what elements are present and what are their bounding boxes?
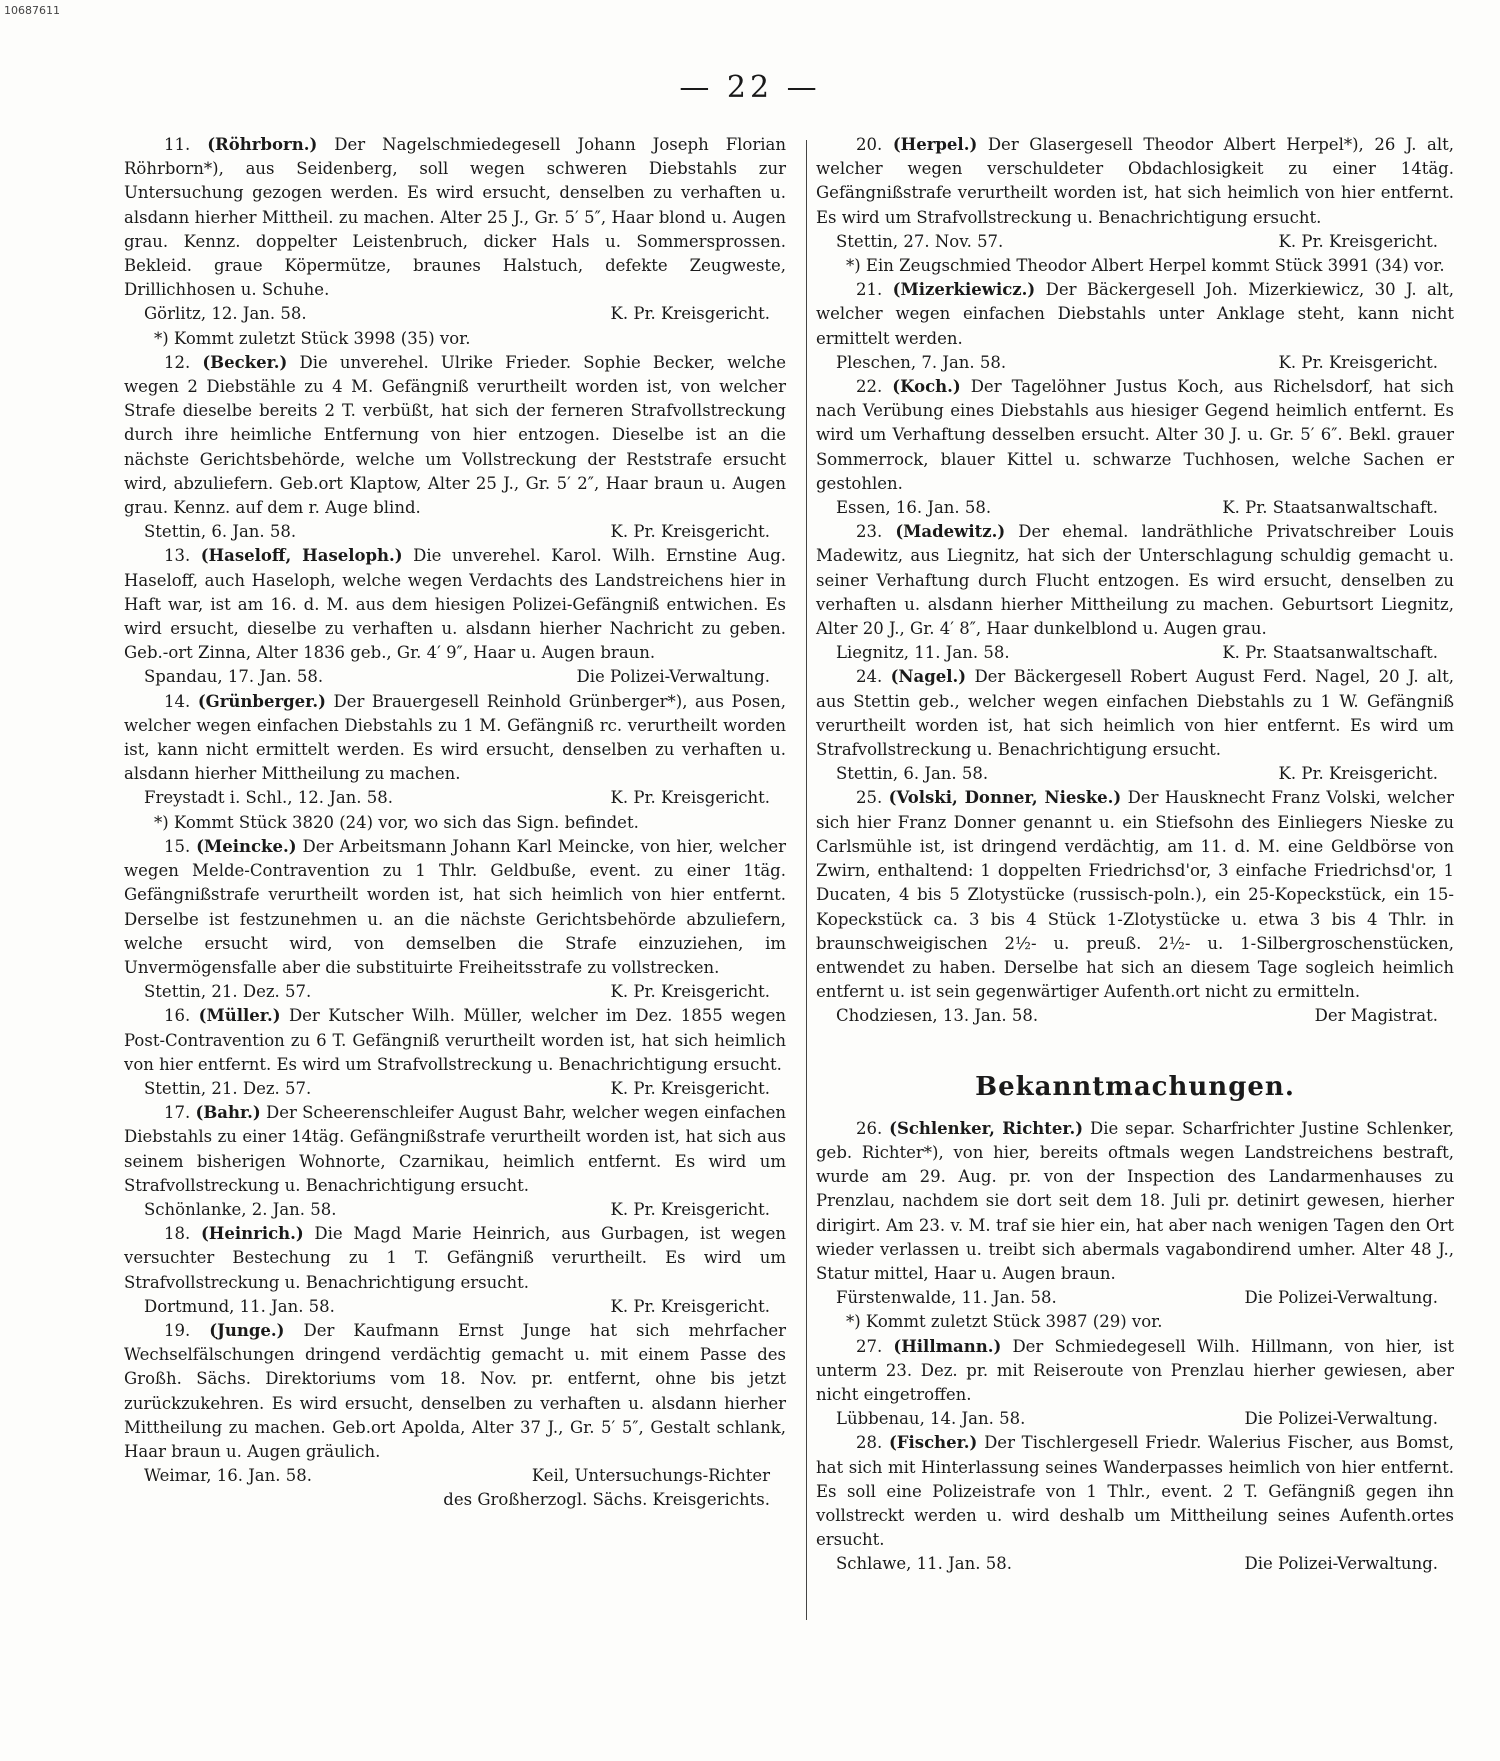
entry [124, 1004, 786, 1101]
entry-text: Der Bäckergesell Robert August Ferd. Nagel, 20 J. alt, aus Stettin geb., welcher wegen einfachen Diebstahls zu 1 W. Gefängniß verurtheilt worden ist, hat sich heimlich von hier entfernt. Es wird um Strafvollstreckung u. Benachrichtigung ersucht. [816, 667, 1454, 760]
entry-name: (Schlenker, Richter.) [889, 1118, 1084, 1138]
entry-signature [816, 351, 1454, 375]
notices [816, 1117, 1454, 1577]
entry-number: 15. [164, 836, 191, 856]
entry-name: (Fischer.) [888, 1433, 978, 1453]
entry [124, 1319, 786, 1513]
entry-authority: K. Pr. Kreisgericht. [1278, 764, 1438, 784]
entry [816, 1117, 1454, 1335]
entry-authority-2: des Großherzogl. Sächs. Kreisgerichts. [443, 1490, 770, 1510]
entry-name: (Volski, Donner, Nieske.) [888, 788, 1122, 808]
entry-number: 19. [164, 1320, 191, 1340]
entry [124, 835, 786, 1004]
entry [816, 1431, 1454, 1576]
entry-signature [124, 980, 786, 1004]
entry-paragraph [816, 1117, 1454, 1286]
section-title: Bekanntmachungen. [975, 1071, 1295, 1102]
entry [124, 690, 786, 835]
entry-authority: K. Pr. Kreisgericht. [610, 1296, 770, 1316]
entry [816, 375, 1454, 520]
entry-text: Der ehemal. landräthliche Privatschreiber Louis Madewitz, aus Liegnitz, hat sich der Unterschlagung schuldig gemacht u. seiner Verhaftung durch Flucht entzogen. Es wird ersucht, denselben zu verhaften u. alsdann hierher Mittheilung zu machen. Geburtsort Liegnitz, Alter 20 J., Gr. 4′ 8″, Haar dunkelblond u. Augen grau. [816, 522, 1454, 639]
entry-signature [816, 496, 1454, 520]
entry-signature [816, 1004, 1454, 1028]
entry-number: 27. [856, 1336, 883, 1356]
entry-name: (Meincke.) [196, 836, 297, 856]
entry-text: Die unverehel. Ulrike Frieder. Sophie Becker, welche wegen 2 Diebstähle zu 4 M. Gefängniß verurtheilt worden ist, von welcher Strafe dieselbe bereits 2 T. verbüßt, hat sich der ferneren Strafvollstreckung durch ihre heimliche Entfernung von hier entzogen. Dieselbe ist an die nächste Gerichtsbehörde, welche um Vollstreckung der Reststrafe ersucht wird, abzuliefern. Geb.ort Klaptow, Alter 25 J., Gr. 5′ 2″, Haar braun u. Augen grau. Kennz. auf dem r. Auge blind. [124, 352, 786, 518]
entry-place-date: Stettin, 21. Dez. 57. [144, 1078, 312, 1098]
entry-text: Die unverehel. Karol. Wilh. Ernstine Aug. Haseloff, auch Haseloph, welche wegen Verdachts des Landstreichens hier in Haft war, ist am 16. d. M. aus dem hiesigen Polizei-Gefängniß entwichen. Es wird ersucht, dieselbe zu verhaften u. alsdann hierher Nachricht zu geben. Geb.-ort Zinna, Alter 1836 geb., Gr. 4′ 9″, Haar u. Augen braun. [124, 546, 787, 663]
entry-signature [816, 1552, 1454, 1576]
entry-paragraph [124, 1319, 786, 1464]
entry-authority: K. Pr. Kreisgericht. [610, 982, 770, 1002]
entry-signature [124, 302, 786, 326]
entry [816, 278, 1454, 375]
entry-place-date: Stettin, 27. Nov. 57. [836, 231, 1004, 251]
entry-paragraph [124, 133, 786, 302]
entry-place-date: Schönlanke, 2. Jan. 58. [144, 1199, 337, 1219]
entry-place-date: Lübbenau, 14. Jan. 58. [836, 1409, 1026, 1429]
entry-place-date: Chodziesen, 13. Jan. 58. [836, 1006, 1039, 1026]
entry-number: 22. [856, 377, 883, 397]
entry [816, 1335, 1454, 1432]
entry-place-date: Pleschen, 7. Jan. 58. [836, 352, 1007, 372]
entry-authority: K. Pr. Staatsanwaltschaft. [1222, 498, 1438, 518]
entry-text: Die separ. Scharfrichter Justine Schlenker, geb. Richter*), von hier, bereits oftmals wegen Landstreichens bestraft, wurde am 29. Aug. pr. von der Inspection des Landarmenhauses zu Prenzlau, nachdem sie dort seit dem 18. Juli pr. detinirt gewesen, hierher dirigirt. Am 23. v. M. traf sie hier ein, hat aber nach wenigen Tagen den Ort wieder verlassen u. treibt sich abermals vagabondirend umher. Alter 48 J., Statur mittel, Haar u. Augen braun. [816, 1118, 1454, 1283]
entry-paragraph [816, 1431, 1454, 1552]
entry-signature [124, 1295, 786, 1319]
entry-place-date: Stettin, 6. Jan. 58. [836, 764, 989, 784]
entry-place-date: Stettin, 21. Dez. 57. [144, 982, 312, 1002]
entry-paragraph [816, 520, 1454, 641]
entry-number: 21. [856, 280, 883, 300]
entry-number: 14. [164, 691, 191, 711]
entry-signature [816, 762, 1454, 786]
entry-authority: Die Polizei-Verwaltung. [1244, 1409, 1438, 1429]
entry-text: Der Glasergesell Theodor Albert Herpel*), 26 J. alt, welcher wegen verschuldeter Obdachlosigkeit zu einer 14täg. Gefängnißstrafe verurtheilt worden ist, hat sich heimlich von hier entfernt. Es wird um Strafvollstreckung u. Benachrichtigung ersucht. [816, 135, 1454, 227]
entry-text: Der Brauergesell Reinhold Grünberger*), aus Posen, welcher wegen einfachen Diebstahls zu 1 M. Gefängniß rc. verurtheilt worden ist, kann nicht ermittelt werden. Es wird ersucht, denselben zu verhaften u. alsdann hierher Mittheilung zu machen. [124, 691, 787, 784]
entry [124, 1222, 786, 1319]
entry-number: 20. [856, 135, 883, 154]
entry-name: (Herpel.) [892, 135, 978, 154]
entry-paragraph [816, 786, 1454, 1004]
entry-authority: K. Pr. Kreisgericht. [610, 522, 770, 542]
entry-signature [124, 665, 786, 689]
entry-paragraph [124, 835, 786, 980]
entry-number: 28. [856, 1433, 883, 1453]
entry-name: (Junge.) [209, 1320, 285, 1340]
entry-paragraph [816, 278, 1454, 351]
entry-authority: K. Pr. Staatsanwaltschaft. [1222, 643, 1438, 663]
entry [816, 665, 1454, 786]
entry-text: Der Kutscher Wilh. Müller, welcher im Dez. 1855 wegen Post-Contravention zu 6 T. Gefängniß verurtheilt worden ist, hat sich heimlich von hier entfernt. Es wird um Strafvollstreckung u. Benachrichtigung ersucht. [124, 1006, 786, 1074]
entry-signature [124, 1464, 786, 1488]
entry-name: (Röhrborn.) [207, 135, 318, 154]
entry-number: 24. [856, 667, 883, 687]
entry-authority: Die Polizei-Verwaltung. [1244, 1288, 1438, 1308]
right-column [816, 133, 1454, 1577]
entry-signature [816, 641, 1454, 665]
entry-footnote: *) Kommt Stück 3820 (24) vor, wo sich das Sign. befindet. [154, 812, 639, 832]
entry [124, 1101, 786, 1222]
entry-number: 25. [856, 788, 883, 808]
entry-name: (Hillmann.) [893, 1336, 1002, 1356]
entry-name: (Bahr.) [195, 1103, 261, 1123]
entry-signature [124, 1077, 786, 1101]
entry [124, 351, 786, 545]
entry-number: 12. [164, 352, 191, 372]
entry-authority: K. Pr. Kreisgericht. [610, 1199, 770, 1219]
entry-authority: K. Pr. Kreisgericht. [1278, 231, 1438, 251]
entry-place-date: Dortmund, 11. Jan. 58. [144, 1296, 335, 1316]
entry-name: (Koch.) [892, 377, 961, 397]
entry-signature [816, 230, 1454, 254]
entry-place-date: Stettin, 6. Jan. 58. [144, 522, 297, 542]
entry-name: (Grünberger.) [197, 691, 326, 711]
entry-authority: Der Magistrat. [1314, 1006, 1438, 1026]
entry-authority: Keil, Untersuchungs-Richter [531, 1466, 770, 1486]
entry-text: Der Hausknecht Franz Volski, welcher sich hier Franz Donner genannt u. ein Stiefsohn des Einliegers Nieske zu Carlsmühle ist, ist dringend verdächtig, am 11. d. M. eine Geldbörse von Zwirn, enthaltend: 1 doppelten Friedrichsd'or, 3 einfache Friedrichsd'or, 1 Ducaten, 4 bis 5 Zlotystücke (russisch-poln.), ein 25-Kopeckstück, ein 15-Kopeckstück ca. 3 bis 4 Stück 1-Zlotystücke u. etwa 3 bis 4 Thlr. in braunschweigischen 2½- u. preuß. 2½- u. 1-Silbergroschenstücken, entwendet zu haben. Derselbe hat sich an diesem Tage sogleich heimlich entfernt u. ist sein gegenwärtiger Aufenth.ort nicht zu ermitteln. [816, 788, 1454, 1002]
entry-text: Der Nagelschmiedegesell Johann Joseph Florian Röhrborn*), aus Seidenberg, soll wegen schweren Diebstahls zur Untersuchung gezogen werden. Es wird ersucht, denselben zu verhaften u. alsdann hierher Mittheil. zu machen. Alter 25 J., Gr. 5′ 5″, Haar blond u. Augen grau. Kennz. doppelter Leistenbruch, dicker Hals u. Sommersprossen. Bekleid. graue Köpermütze, braunes Halstuch, defekte Zeugweste, Drillichhosen u. Schuhe. [124, 135, 786, 300]
entry-text: Der Schmiedegesell Wilh. Hillmann, von hier, ist unterm 23. Dez. pr. mit Reiseroute von Prenzlau hierher gewiesen, aber nicht eingetroffen. [816, 1336, 1454, 1404]
entry [816, 520, 1454, 665]
entry-number: 16. [164, 1006, 191, 1026]
entry-name: (Heinrich.) [200, 1224, 304, 1244]
column-rule [806, 140, 807, 1620]
entry-text: Der Kaufmann Ernst Junge hat sich mehrfacher Wechselfälschungen dringend verdächtig gemacht u. mit einem Passe des Großh. Sächs. Direktoriums vom 18. Nov. pr. entfernt, ohne bis jetzt zurückzukehren. Es wird ersucht, denselben zu verhaften u. alsdann hierher Mittheilung zu machen. Geb.ort Apolda, Alter 37 J., Gr. 5′ 5″, Gestalt schlank, Haar braun u. Augen gräulich. [124, 1320, 786, 1461]
entry-text: Der Arbeitsmann Johann Karl Meincke, von hier, welcher wegen Melde-Contravention zu 1 Thlr. Geldbuße, event. zu einer 1täg. Gefängnißstrafe verurtheilt worden ist, hat sich heimlich von hier entfernt. Derselbe ist festzunehmen u. an die nächste Gerichtsbehörde abzuliefern, welche ersucht wird, von demselben die Strafe einzuziehen, im Unvermögensfalle aber die substituirte Freiheitsstrafe zu vollstrecken. [124, 836, 786, 977]
entry-authority: K. Pr. Kreisgericht. [610, 304, 770, 324]
entry-paragraph [124, 1004, 786, 1077]
entry-footnote: *) Ein Zeugschmied Theodor Albert Herpel kommt Stück 3991 (34) vor. [846, 256, 1445, 276]
entry-number: 17. [164, 1103, 191, 1123]
entry-paragraph [816, 665, 1454, 762]
entry-place-date: Spandau, 17. Jan. 58. [144, 667, 324, 687]
entry-text: Der Scheerenschleifer August Bahr, welcher wegen einfachen Diebstahls zu einer 14täg. Gefängnißstrafe verurtheilt worden ist, hat sich aus seinem bisherigen Wohnorte, Czarnikau, heimlich entfernt. Es wird um Strafvollstreckung u. Benachrichtigung ersucht. [124, 1103, 787, 1195]
page-number: — 22 — [679, 70, 821, 105]
entry-paragraph [816, 375, 1454, 496]
entry-text: Die Magd Marie Heinrich, aus Gurbagen, ist wegen versuchter Bestechung zu 1 T. Gefängniß verurtheilt. Es wird um Strafvollstreckung u. Benachrichtigung ersucht. [124, 1224, 786, 1292]
entry-number: 26. [856, 1118, 883, 1138]
entry-authority: K. Pr. Kreisgericht. [1278, 352, 1438, 372]
entry-signature-2 [124, 1488, 786, 1512]
entry-name: (Mizerkiewicz.) [892, 280, 1036, 300]
entry [124, 544, 786, 689]
entry [816, 133, 1454, 278]
entry-paragraph [124, 1222, 786, 1295]
entry-signature [124, 520, 786, 544]
entry-name: (Becker.) [202, 352, 288, 372]
entry-place-date: Weimar, 16. Jan. 58. [144, 1466, 312, 1486]
entry [124, 133, 786, 351]
entry-signature [124, 786, 786, 810]
entry-signature [124, 1198, 786, 1222]
entry-place-date: Liegnitz, 11. Jan. 58. [836, 643, 1010, 663]
entry-paragraph [124, 1101, 786, 1198]
entry [816, 786, 1454, 1028]
entry-place-date: Görlitz, 12. Jan. 58. [144, 304, 307, 324]
entry-authority: K. Pr. Kreisgericht. [610, 1078, 770, 1098]
entry-place-date: Freystadt i. Schl., 12. Jan. 58. [144, 788, 394, 808]
entry-name: (Müller.) [198, 1006, 281, 1026]
entry-signature [816, 1286, 1454, 1310]
entry-place-date: Fürstenwalde, 11. Jan. 58. [836, 1288, 1057, 1308]
page-id: 10687611 [4, 4, 60, 17]
entry-number: 11. [164, 135, 191, 154]
entry-number: 23. [856, 522, 883, 542]
entry-footnote: *) Kommt zuletzt Stück 3987 (29) vor. [846, 1312, 1163, 1332]
entry-name: (Haseloff, Haseloph.) [200, 546, 403, 566]
entry-name: (Madewitz.) [895, 522, 1006, 542]
right-entries [816, 133, 1454, 1029]
entry-paragraph [816, 1335, 1454, 1408]
entry-text: Der Tischlergesell Friedr. Walerius Fischer, aus Bomst, hat sich mit Hinterlassung seines Wanderpasses heimlich von hier entfernt. Es soll eine Polizeistrafe von 1 Thlr., event. 2 T. Gefängniß gegen ihn vollstreckt werden u. wird deshalb um Mittheilung seines Aufenth.ortes ersucht. [816, 1433, 1455, 1550]
entry-authority: Die Polizei-Verwaltung. [576, 667, 770, 687]
entry-place-date: Schlawe, 11. Jan. 58. [836, 1554, 1012, 1574]
entry-name: (Nagel.) [890, 667, 967, 687]
entry-text: Der Bäckergesell Joh. Mizerkiewicz, 30 J. alt, welcher wegen einfachen Diebstahls unter Anklage steht, kann nicht ermittelt werden. [816, 280, 1454, 348]
left-column [124, 133, 786, 1513]
entry-paragraph [124, 544, 786, 665]
entry-text: Der Tagelöhner Justus Koch, aus Richelsdorf, hat sich nach Verübung eines Diebstahls aus hiesiger Gegend heimlich entfernt. Es wird um Verhaftung desselben ersucht. Alter 30 J. u. Gr. 5′ 6″. Bekl. grauer Sommerrock, blauer Kittel u. schwarze Tuchhosen, welche Sachen er gestohlen. [816, 377, 1454, 493]
entry-authority: Die Polizei-Verwaltung. [1244, 1554, 1438, 1574]
entry-paragraph [124, 351, 786, 520]
entry-number: 18. [164, 1224, 191, 1244]
entry-authority: K. Pr. Kreisgericht. [610, 788, 770, 808]
entry-paragraph [816, 133, 1454, 230]
entry-paragraph [124, 690, 786, 787]
entry-number: 13. [164, 546, 191, 566]
entry-place-date: Essen, 16. Jan. 58. [836, 498, 992, 518]
entry-footnote: *) Kommt zuletzt Stück 3998 (35) vor. [154, 328, 471, 348]
entry-signature [816, 1407, 1454, 1431]
